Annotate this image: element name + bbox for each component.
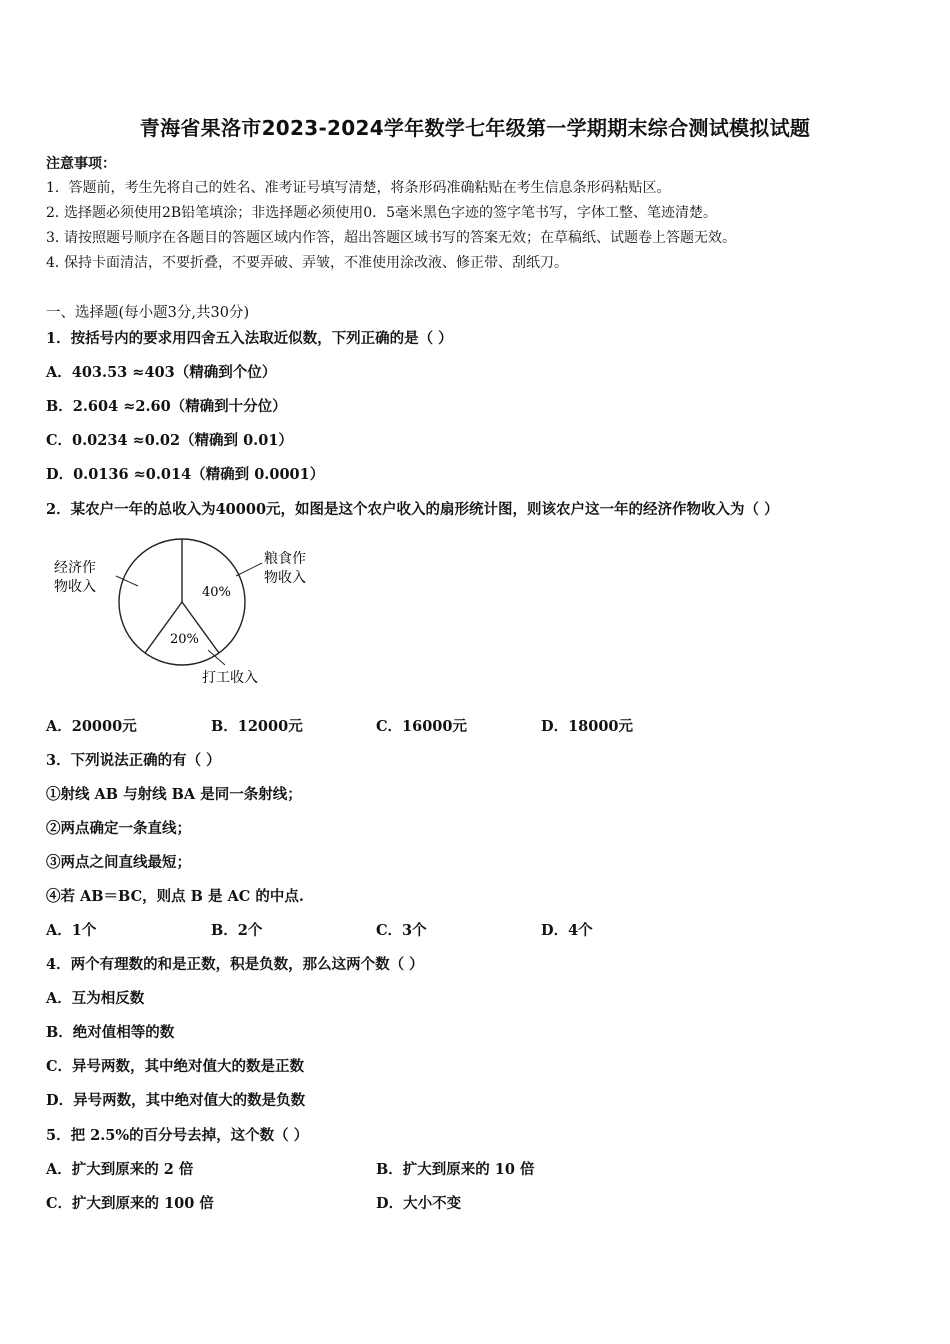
leader-line-cash — [116, 576, 138, 586]
note-num: 2． — [46, 205, 69, 221]
q3-option-d: D．4个 — [541, 922, 593, 939]
q2-option-a: A．20000元 — [46, 718, 137, 735]
label-cash-1: 经济作 — [54, 560, 96, 576]
q1-option-a: A．403.53 ≈403（精确到个位） — [46, 364, 277, 381]
q4-option-a: A．互为相反数 — [46, 990, 145, 1007]
q3-option-c: C．3个 — [376, 922, 427, 939]
note-text: 保持卡面清洁，不要折叠，不要弄破、弄皱，不准使用涂改液、修正带、刮纸刀。 — [64, 255, 568, 271]
q4-option-c: C．异号两数，其中绝对值大的数是正数 — [46, 1058, 305, 1075]
q5-option-d: D．大小不变 — [376, 1195, 462, 1212]
q3-stem: 3．下列说法正确的有（ ） — [46, 752, 221, 769]
leader-line-grain — [236, 563, 262, 576]
note-num: 1． — [46, 180, 69, 196]
pie-chart — [40, 530, 340, 695]
q3-statement: ③两点之间直线最短； — [46, 854, 191, 871]
q4-option-d: D．异号两数，其中绝对值大的数是负数 — [46, 1092, 306, 1109]
slice-pct-grain: 40% — [202, 585, 231, 600]
note-text: 请按照题号顺序在各题目的答题区域内作答，超出答题区域书写的答案无效；在草稿纸、试题卷上答题无效。 — [64, 230, 736, 246]
label-cash-2: 物收入 — [54, 579, 96, 595]
notes-block — [46, 152, 916, 276]
section-heading: 一、选择题(每小题3分,共30分) — [46, 305, 250, 321]
q2-option-d: D．18000元 — [541, 718, 634, 735]
q1-option-d: D．0.0136 ≈0.014（精确到 0.0001） — [46, 466, 325, 483]
q1-option-c: C．0.0234 ≈0.02（精确到 0.01） — [46, 432, 293, 449]
note-num: 3． — [46, 230, 69, 246]
q3-statement: ②两点确定一条直线； — [46, 820, 191, 837]
note-item — [46, 201, 916, 226]
notes-heading: 注意事项： — [46, 156, 116, 172]
q1-option-b: B．2.604 ≈2.60（精确到十分位） — [46, 398, 287, 415]
label-grain-1: 粮食作 — [264, 551, 306, 567]
q4-option-b: B．绝对值相等的数 — [46, 1024, 175, 1041]
q2-option-c: C．16000元 — [376, 718, 467, 735]
q3-statement: ④若 AB＝BC，则点 B 是 AC 的中点. — [46, 888, 304, 905]
q3-option-b: B．2个 — [211, 922, 263, 939]
note-text: 选择题必须使用2B铅笔填涂；非选择题必须使用0．5毫米黑色字迹的签字笔书写，字体工整、笔迹清楚。 — [64, 205, 718, 221]
q2-option-b: B．12000元 — [211, 718, 303, 735]
slice-pct-labor: 20% — [170, 632, 199, 647]
q5-option-c: C．扩大到原来的 100 倍 — [46, 1195, 214, 1212]
note-text: 答题前，考生先将自己的姓名、准考证号填写清楚，将条形码准确粘贴在考生信息条形码粘贴区。 — [68, 180, 671, 196]
note-item — [46, 251, 916, 276]
q1-stem: 1．按括号内的要求用四舍五入法取近似数，下列正确的是（ ） — [46, 330, 453, 347]
q5-option-a: A．扩大到原来的 2 倍 — [46, 1161, 194, 1178]
note-item — [46, 226, 916, 251]
label-labor: 打工收入 — [202, 670, 258, 686]
q2-stem: 2．某农户一年的总收入为40000元，如图是这个农户收入的扇形统计图，则该农户这一年的经济作物收入为（ ） — [46, 501, 779, 518]
q5-option-b: B．扩大到原来的 10 倍 — [376, 1161, 535, 1178]
q3-statement: ①射线 AB 与射线 BA 是同一条射线； — [46, 786, 302, 803]
note-item — [46, 176, 916, 201]
note-num: 4． — [46, 255, 69, 271]
q4-stem: 4．两个有理数的和是正数，积是负数，那么这两个数（ ） — [46, 956, 424, 973]
q5-stem: 5．把 2.5%的百分号去掉，这个数（ ） — [46, 1127, 309, 1144]
label-grain-2: 物收入 — [264, 570, 306, 586]
q3-option-a: A．1个 — [46, 922, 97, 939]
page-title: 青海省果洛市2023-2024学年数学七年级第一学期期末综合测试模拟试题 — [139, 116, 811, 140]
